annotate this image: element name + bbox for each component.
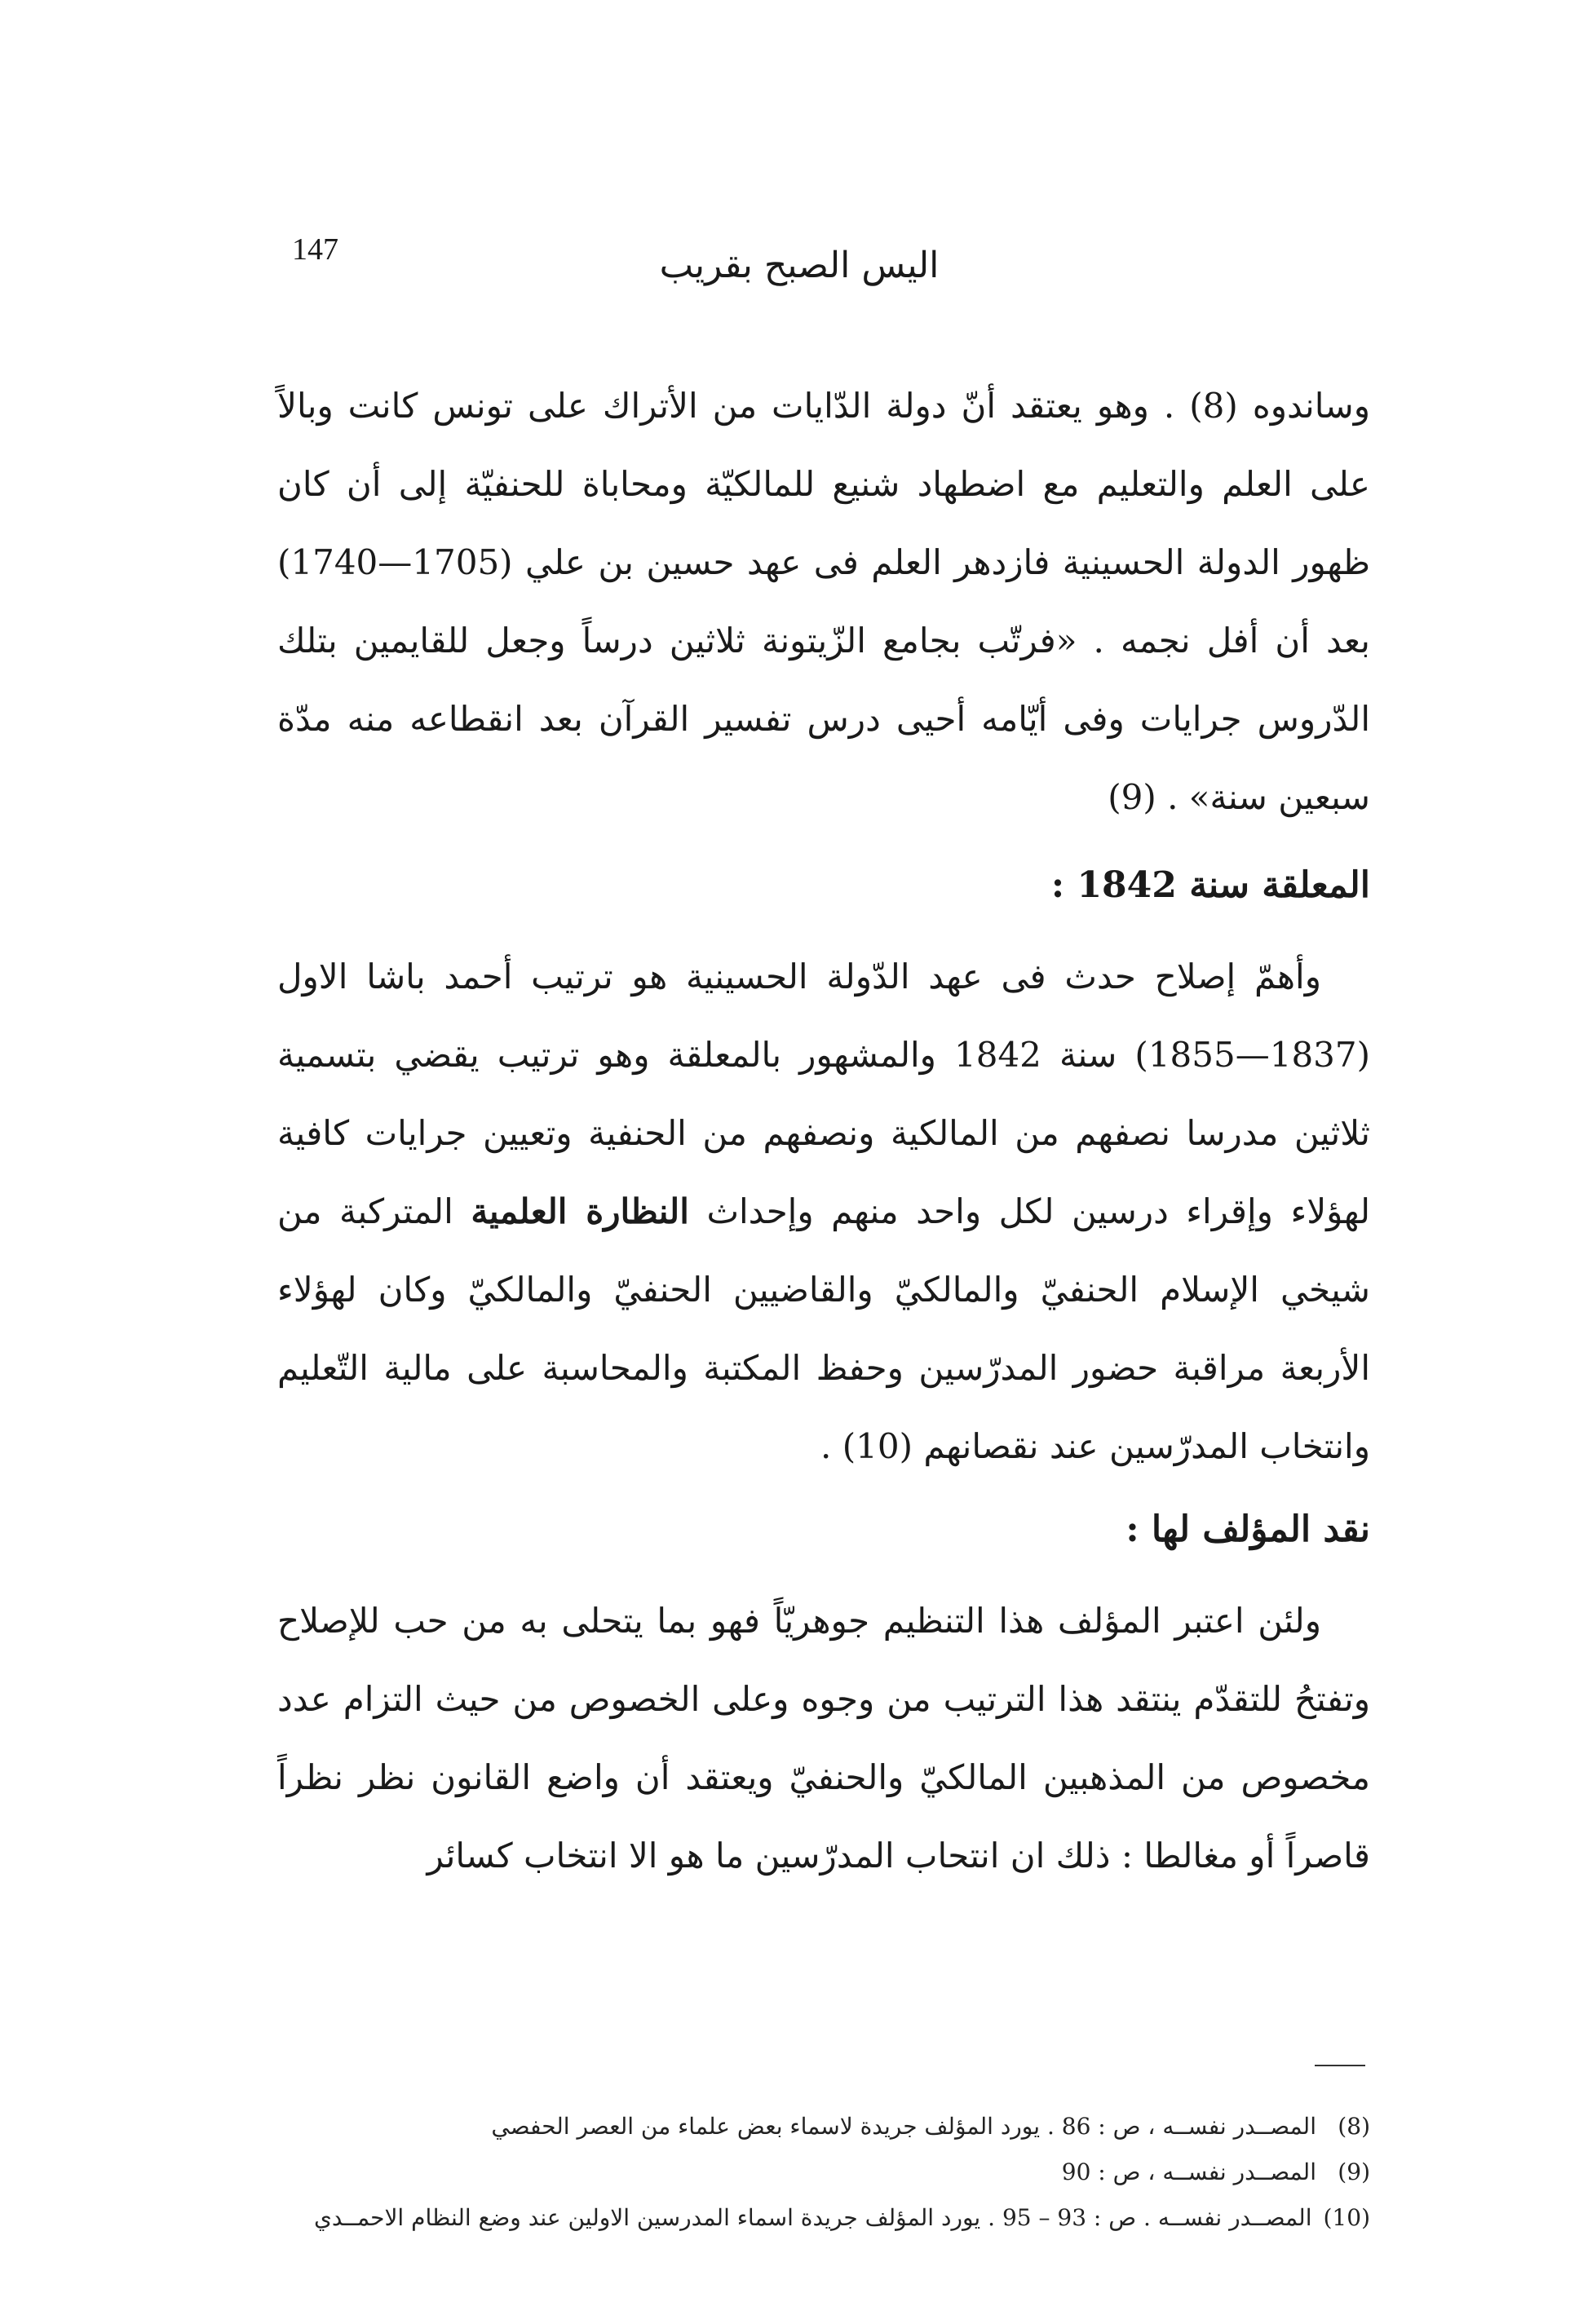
running-header-title: اليس الصبح بقريب [659, 245, 940, 286]
paragraph-2-text-start: وأهمّ إصلاح حدث فى عهد الدّولة الحسينية هو ترتيب أحمد باشا الاول (1837—1855) سنة 1842 والمشهور بالمعلقة وهو ترتيب يقضي بتسمية ثلاثين مدرسا نصفهم من المالكية ونصفهم من الحنفية وتعيين جرايات كافية لهؤلاء وإقراء درسين لكل واحد منهم وإحداث [277, 957, 1370, 1231]
paragraph-2-text-end: المتركبة من شيخي الإسلام الحنفيّ والمالكيّ والقاضيين الحنفيّ والمالكيّ وكان لهؤلاء الأربعة مراقبة حضور المدرّسين وحفظ المكتبة والمحاسبة على مالية التّعليم وانتخاب المدرّسين عند نقصانهم (10) . [277, 1191, 1370, 1466]
paragraph-2-bold-term: النظارة العلمية [471, 1191, 689, 1231]
paragraph-1: وساندوه (8) . وهو يعتقد أنّ دولة الدّايات من الأتراك على تونس كانت وبالاً على العلم والتعليم مع اضطهاد شنيع للمالكيّة ومحاباة للحنفيّة إلى أن كان ظهور الدولة الحسينية فازدهر العلم فى عهد حسين بن علي (1705—1740) بعد أن أفل نجمه . «فرتّب بجامع الزّيتونة ثلاثين درساً وجعل للقايمين بتلك الدّروس جرايات وفى أيّامه أحيى درس تفسير القرآن بعد انقطاعه منه مدّة سبعين سنة» . (9) [277, 386, 1370, 817]
footnote-text: المصــدر نفســه ، ص : 86 . يورد المؤلف جريدة لاسماء بعض علماء من العصر الحفصي [491, 2113, 1316, 2140]
page-number: 147 [292, 232, 338, 267]
paragraph-2 [277, 938, 1370, 1486]
paragraph-3-block [277, 1582, 1370, 1895]
paragraph-3: ولئن اعتبر المؤلف هذا التنظيم جوهريّاً فهو بما يتحلى به من حب للإصلاح وتفتحُ للتقدّم ينتقد هذا الترتيب من وجوه وعلى الخصوص من حيث التزام عدد مخصوص من المذهبين المالكيّ والحنفيّ ويعتقد أن واضع القانون نظر نظراً قاصراً أو مغالطا : ذلك ان انتحاب المدرّسين ما هو الا انتخاب كسائر [277, 1601, 1370, 1876]
footnote-text: المصــدر نفســه ، ص : 90 [1061, 2158, 1316, 2185]
section-heading-mualaqa: المعلقة سنة 1842 : [1050, 864, 1370, 906]
section-heading-critique: نقد المؤلف لها : [1125, 1509, 1370, 1550]
footnote-separator [1315, 2065, 1365, 2066]
footnotes [277, 2104, 1370, 2241]
paragraph-2-block [277, 938, 1370, 1486]
footnote-mark: (9) [1338, 2158, 1370, 2185]
paragraph-1-block [277, 367, 1370, 837]
footnote-9 [277, 2149, 1370, 2195]
footnote-mark: (8) [1338, 2113, 1370, 2140]
footnote-mark: (10) [1323, 2204, 1370, 2231]
footnote-8 [277, 2104, 1370, 2149]
footnote-10 [277, 2195, 1370, 2241]
footnote-text: المصــدر نفســه . ص : 93 – 95 . يورد المؤلف جريدة اسماء المدرسين الاولين عند وضع النظام الاحمــدي [313, 2204, 1312, 2231]
